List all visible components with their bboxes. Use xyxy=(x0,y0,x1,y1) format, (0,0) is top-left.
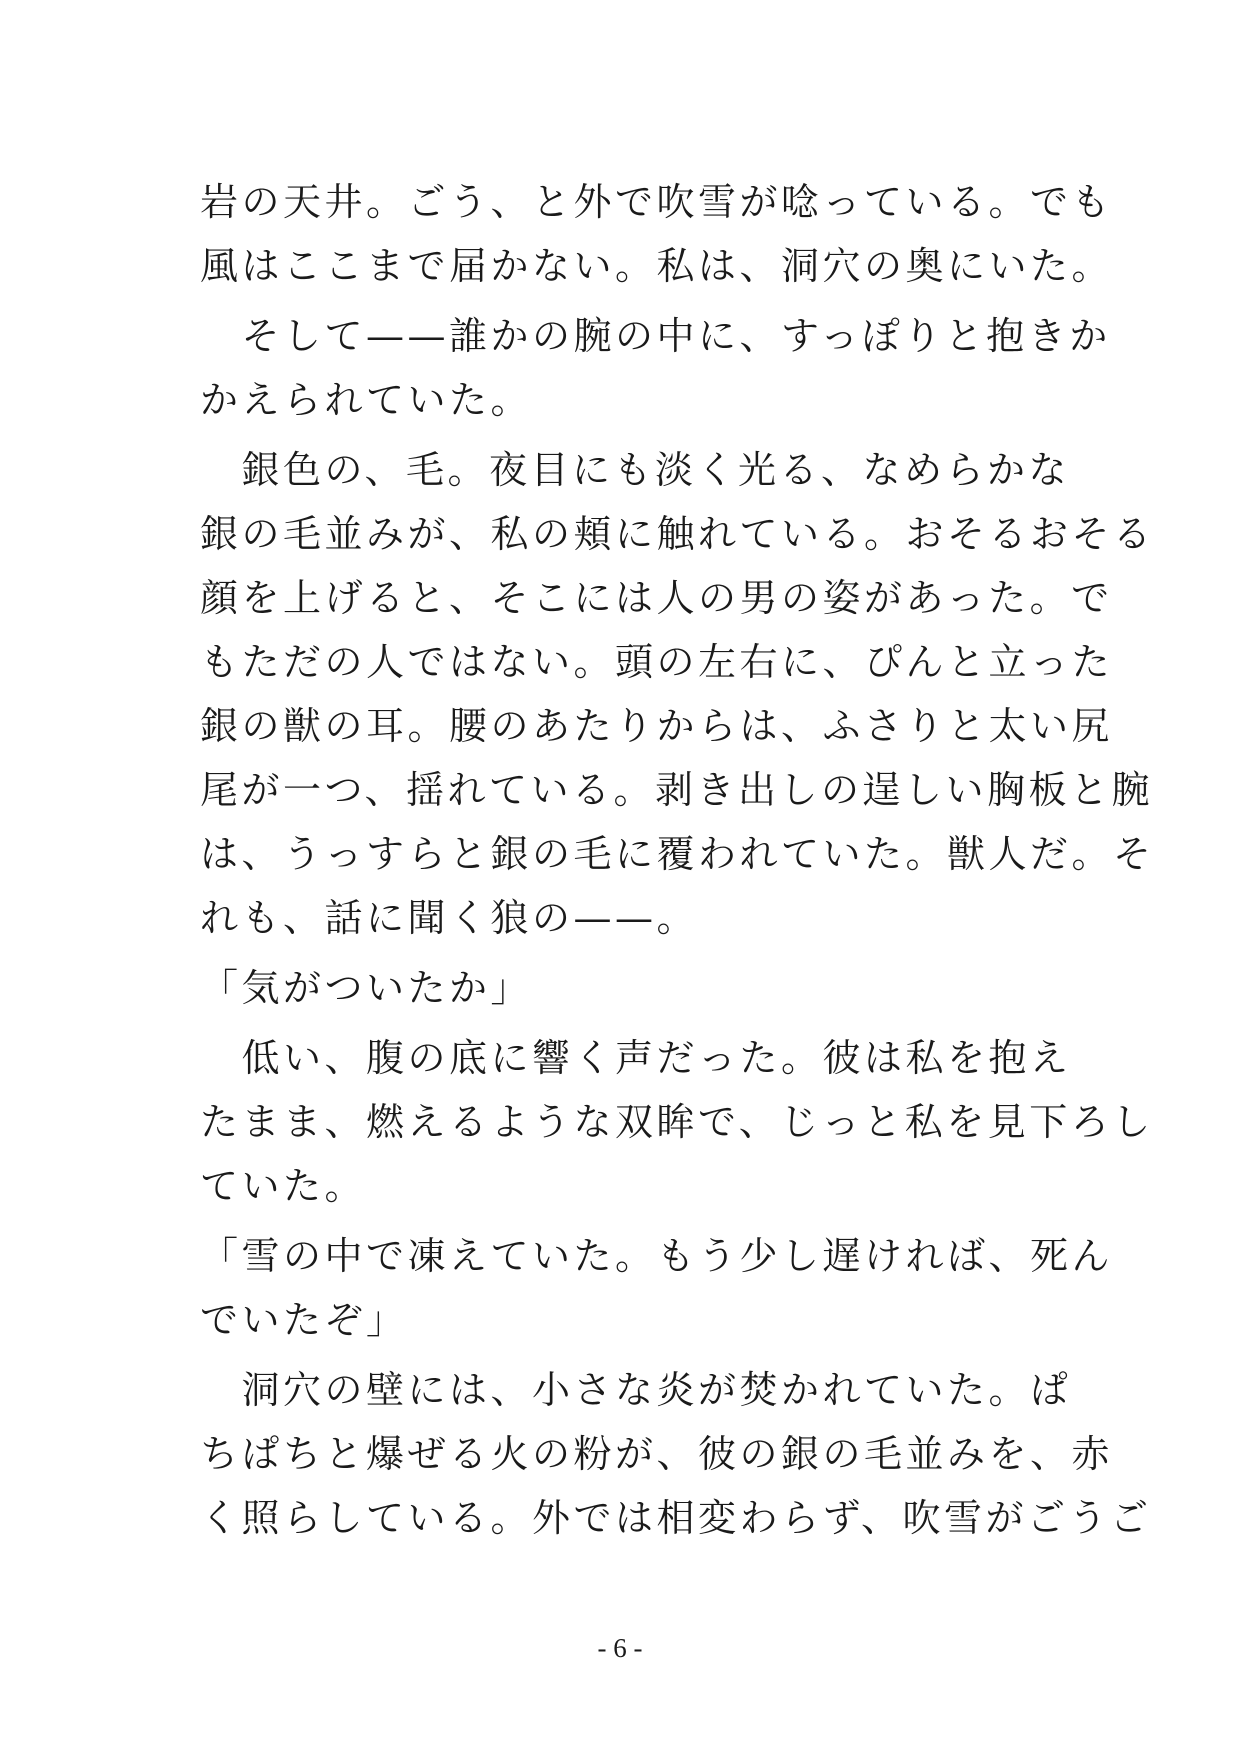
text-line: 尾が一つ、揺れている。剥き出しの逞しい胸板と腕 xyxy=(200,768,1153,812)
text-line: は、うっすらと銀の毛に覆われていた。獣人だ。そ xyxy=(200,832,1155,876)
text-line: ちぱちと爆ぜる火の粉が、彼の銀の毛並みを、赤 xyxy=(200,1432,1114,1476)
text-line: く照らしている。外では相変わらず、吹雪がごうご xyxy=(200,1496,1152,1540)
text-line: そして——誰かの腕の中に、すっぽりと抱きか xyxy=(200,314,1111,358)
text-line: かえられていた。 xyxy=(200,378,533,422)
text-line: れも、話に聞く狼の——。 xyxy=(200,896,699,940)
text-line: 顔を上げると、そこには人の男の姿があった。で xyxy=(200,576,1113,620)
text-line: ていた。 xyxy=(200,1164,367,1208)
text-line: 洞穴の壁には、小さな炎が焚かれていた。ぱ xyxy=(200,1368,1072,1412)
text-line: 「気がついたか」 xyxy=(200,966,533,1010)
text-line: 銀色の、毛。夜目にも淡く光る、なめらかな xyxy=(200,448,1070,492)
body-text xyxy=(200,170,1155,1550)
text-line: たまま、燃えるような双眸で、じっと私を見下ろし xyxy=(200,1100,1154,1144)
text-line: でいたぞ」 xyxy=(200,1298,408,1342)
text-line: 岩の天井。ごう、と外で吹雪が唸っている。でも xyxy=(200,180,1114,224)
text-line: 低い、腹の底に響く声だった。彼は私を抱え xyxy=(200,1036,1072,1080)
text-line: 銀の獣の耳。腰のあたりからは、ふさりと太い尻 xyxy=(200,704,1114,748)
text-line: もただの人ではない。頭の左右に、ぴんと立った xyxy=(200,640,1114,684)
text-line: 風はここまで届かない。私は、洞穴の奥にいた。 xyxy=(200,244,1114,288)
text-line: 「雪の中で凍えていた。もう少し遅ければ、死ん xyxy=(200,1234,1114,1278)
text-line: 銀の毛並みが、私の頬に触れている。おそるおそる xyxy=(200,512,1155,556)
page-number: - 6 - xyxy=(597,1633,643,1663)
